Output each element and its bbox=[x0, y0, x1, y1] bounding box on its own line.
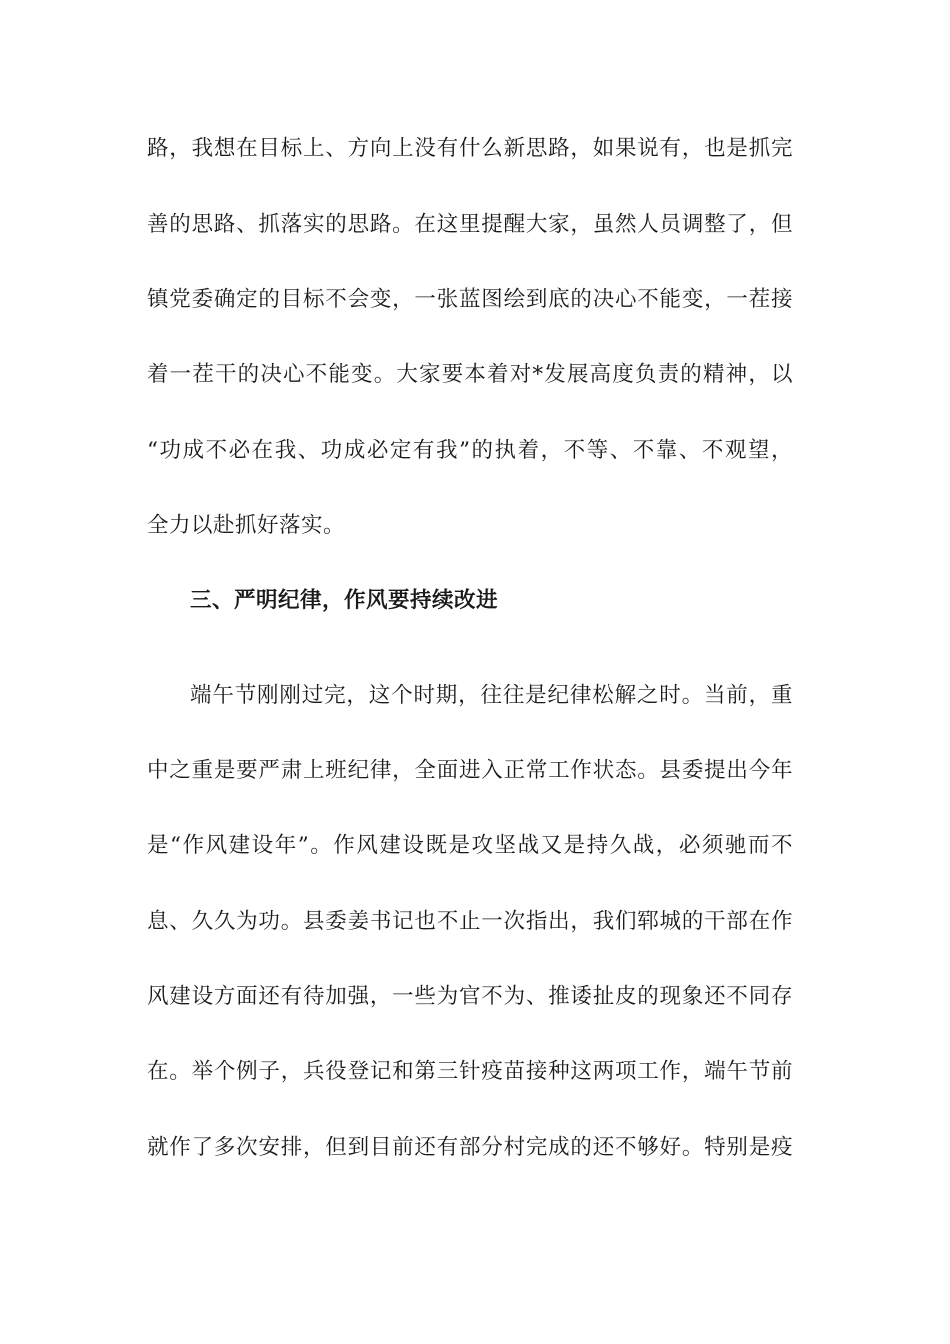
paragraph-1-line-5: “功成不必在我、功成必定有我”的执着，不等、不靠、不观望， bbox=[147, 438, 793, 463]
paragraph-2-line-3: 是“作风建设年”。作风建设既是攻坚战又是持久战，必须驰而不 bbox=[147, 833, 793, 858]
paragraph-2-line-6: 在。举个例子，兵役登记和第三针疫苗接种这两项工作，端午节前 bbox=[147, 1059, 793, 1084]
paragraph-2-line-4: 息、久久为功。县委姜书记也不止一次指出，我们郓城的干部在作 bbox=[147, 909, 793, 934]
section-heading: 三、严明纪律，作风要持续改进 bbox=[190, 588, 499, 613]
paragraph-1-line-3: 镇党委确定的目标不会变，一张蓝图绘到底的决心不能变，一茬接 bbox=[147, 287, 793, 312]
paragraph-2-line-1: 端午节刚刚过完，这个时期，往往是纪律松解之时。当前，重 bbox=[190, 683, 793, 708]
paragraph-1-line-1: 路，我想在目标上、方向上没有什么新思路，如果说有，也是抓完 bbox=[147, 136, 793, 161]
paragraph-2-line-7: 就作了多次安排，但到目前还有部分村完成的还不够好。特别是疫 bbox=[147, 1135, 793, 1160]
paragraph-2-line-2: 中之重是要严肃上班纪律，全面进入正常工作状态。县委提出今年 bbox=[147, 758, 793, 783]
paragraph-1-line-2: 善的思路、抓落实的思路。在这里提醒大家，虽然人员调整了，但 bbox=[147, 212, 793, 237]
paragraph-2-line-5: 风建设方面还有待加强，一些为官不为、推诿扯皮的现象还不同存 bbox=[147, 984, 793, 1009]
paragraph-1-line-4: 着一茬干的决心不能变。大家要本着对*发展高度负责的精神，以 bbox=[147, 362, 793, 387]
paragraph-1-line-6: 全力以赴抓好落实。 bbox=[147, 513, 346, 538]
